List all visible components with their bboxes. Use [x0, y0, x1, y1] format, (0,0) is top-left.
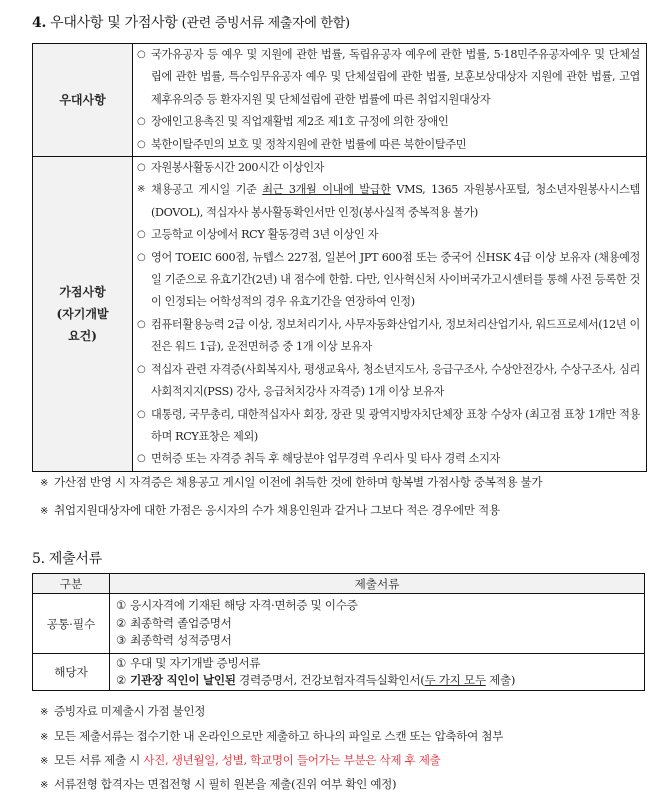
- reference-mark-icon: ※: [40, 707, 49, 718]
- preference-content: [133, 44, 647, 157]
- column-header: 제출서류: [110, 574, 645, 594]
- text-segment: VMS, 1365 자원봉사포털, 청소년자원봉사시스템(DOVOL), 적십자사 봉사활동확인서만 인정(봉사실적 중복적용 불가): [151, 183, 640, 219]
- row-content: [110, 594, 645, 654]
- bonus-label: [33, 157, 133, 472]
- reference-mark-icon: ※: [40, 780, 49, 791]
- section-4-title: [32, 12, 350, 32]
- section-title-text: 우대사항 및 가점사항: [50, 15, 178, 31]
- list-item: ○ 영어 TOEIC 600점, 뉴텝스 227점, 일본어 JPT 600점 또는 중국어 신HSK 4급 이상 보유자 (채용예정일 기준으로 유효기간(2년) 내 점수에 한함. 다만, 인사혁신처 사이버국가고시센터를 통해 사전 등록한 것이 인정되는 어학성적의 경우 유효기간을 연장하여 인정): [137, 247, 640, 314]
- reference-mark-icon: ※: [40, 732, 49, 743]
- circle-bullet-icon: ○: [137, 363, 146, 375]
- section-number: 4.: [32, 15, 47, 31]
- reference-mark-icon: ※: [40, 506, 49, 517]
- bold-text: 기관장 직인이 날인된: [130, 673, 236, 687]
- note: [40, 474, 542, 490]
- number-circle-icon: ①: [116, 655, 127, 670]
- circle-bullet-icon: ○: [137, 116, 146, 128]
- document-text: 응시자격에 기재된 해당 자격·면허증 및 이수증: [130, 598, 358, 613]
- circle-bullet-icon: ○: [137, 408, 146, 420]
- document-text: 제출): [485, 673, 516, 687]
- note: [40, 776, 396, 792]
- preference-bonus-table: [32, 43, 647, 472]
- preference-row: [33, 44, 647, 157]
- document-text: 최종학력 성적증명서: [130, 633, 232, 648]
- note-text: 모든 서류 제출 시: [54, 753, 144, 767]
- document-text: 최종학력 졸업증명서: [130, 615, 232, 630]
- document-text: 경력증명서, 건강보험자격득실확인서(: [235, 673, 425, 687]
- row-label: 해당자: [33, 654, 110, 691]
- list-item: ○ 대통령, 국무총리, 대한적십자사 회장, 장관 및 광역지방자치단체장 표창 수상자 (최고점 표창 1개만 적용하며 RCY표창은 제외): [137, 404, 640, 449]
- number-circle-icon: ②: [116, 615, 127, 630]
- list-item: [137, 179, 640, 224]
- list-item: ○ 국가유공자 등 예우 및 지원에 관한 법률, 독립유공자 예우에 관한 법률, 5·18민주유공자예우 및 단체설립에 관한 법률, 특수임무유공자 예우 및 단체설립에 관한 법률, 보훈보상대상자 지원에 관한 법률, 고엽제후유의증 등 환자지원 및 단체설립에 관한 법률에 따른 취업지원대상자: [137, 44, 640, 111]
- highlighted-warning-text: 사진, 생년월일, 성별, 학교명이 들어가는 부분은 삭제 후 제출: [143, 753, 441, 767]
- section-5-title: [32, 548, 102, 568]
- bonus-content: [133, 157, 647, 472]
- note-text: 모든 제출서류는 접수기한 내 온라인으로만 제출하고 하나의 파일로 스캔 또는 압축하여 첨부: [54, 729, 504, 743]
- underlined-text: 두 가지 모두: [424, 673, 486, 687]
- table-row: [33, 654, 645, 691]
- table-header-row: [33, 574, 645, 594]
- note-text: 증빙자료 미제출시 가점 불인정: [54, 704, 206, 718]
- list-item: ○ 북한이탈주민의 보호 및 정착지원에 관한 법률에 따른 북한이탈주민: [137, 134, 640, 156]
- underlined-text: 최근 3개월 이내에 발급한: [262, 183, 391, 197]
- note-text: 가산점 반영 시 자격증은 채용공고 게시일 이전에 취득한 것에 한하며 항복별 가점사항 중복적용 불가: [54, 475, 543, 489]
- section-title-text: 제출서류: [48, 551, 102, 567]
- row-content: [110, 654, 645, 691]
- column-header: 구분: [33, 574, 110, 594]
- list-item: ○ 고등학교 이상에서 RCY 활동경력 3년 이상인 자: [137, 224, 640, 246]
- section-subtitle: (관련 증빙서류 제출자에 한함): [181, 16, 350, 31]
- number-circle-icon: ①: [116, 598, 127, 613]
- note: [40, 752, 440, 768]
- circle-bullet-icon: ○: [137, 453, 146, 465]
- preference-label: 우대사항: [33, 44, 133, 157]
- note-text: 서류전형 합격자는 면접전형 시 필히 원본을 제출(진위 여부 확인 예정): [54, 777, 397, 791]
- circle-bullet-icon: ○: [137, 138, 146, 150]
- circle-bullet-icon: ○: [137, 251, 146, 263]
- document-item: [116, 672, 644, 690]
- table-row: [33, 594, 645, 654]
- reference-mark-icon: ※: [137, 184, 146, 196]
- bonus-label-line: 가점사항: [59, 284, 106, 299]
- bonus-label-line: 요건): [68, 328, 97, 343]
- document-item: [116, 655, 644, 673]
- reference-mark-icon: ※: [40, 478, 49, 489]
- text-segment: 채용공고 게시일 기준: [151, 183, 263, 197]
- bonus-row: [33, 157, 647, 472]
- circle-bullet-icon: ○: [137, 162, 146, 174]
- number-circle-icon: ②: [116, 673, 127, 687]
- bonus-label-line: (자기개발: [56, 306, 109, 321]
- number-circle-icon: ③: [116, 633, 127, 648]
- row-label: 공통·필수: [33, 594, 110, 654]
- document-item: [116, 632, 644, 650]
- list-item: ○ 적십자 관련 자격증(사회복지사, 평생교육사, 청소년지도사, 응급구조사, 수상안전강사, 수상구조사, 심리사회적지지(PSS) 강사, 응급처치강사 자격증) 1개 이상 보유자: [137, 359, 640, 404]
- list-item: ○ 컴퓨터활용능력 2급 이상, 정보처리기사, 사무자동화산업기사, 정보처리산업기사, 워드프로세서(12년 이전은 워드 1급), 운전면허증 중 1개 이상 보유자: [137, 314, 640, 359]
- reference-mark-icon: ※: [40, 756, 49, 767]
- list-item: ○ 면허증 또는 자격증 취득 후 해당분야 업무경력 우리사 및 타사 경력 소지자: [137, 448, 640, 470]
- list-item-text: [151, 179, 640, 224]
- note-text: 취업지원대상자에 대한 가점은 응시자의 수가 채용인원과 같거나 그보다 적은 경우에만 적용: [54, 503, 500, 517]
- document-text: 우대 및 자기개발 증빙서류: [130, 655, 261, 670]
- circle-bullet-icon: ○: [137, 318, 146, 330]
- document-item: [116, 597, 644, 615]
- note: [40, 703, 205, 719]
- circle-bullet-icon: ○: [137, 229, 146, 241]
- document-item: [116, 615, 644, 633]
- circle-bullet-icon: ○: [137, 49, 146, 60]
- submission-table: [32, 573, 645, 691]
- note: [40, 502, 500, 518]
- list-item: ○ 장애인고용촉진 및 직업재활법 제2조 제1호 규정에 의한 장애인: [137, 111, 640, 133]
- note: [40, 728, 503, 744]
- section-number: 5.: [32, 551, 45, 567]
- list-item: ○ 자원봉사활동시간 200시간 이상인자: [137, 157, 640, 179]
